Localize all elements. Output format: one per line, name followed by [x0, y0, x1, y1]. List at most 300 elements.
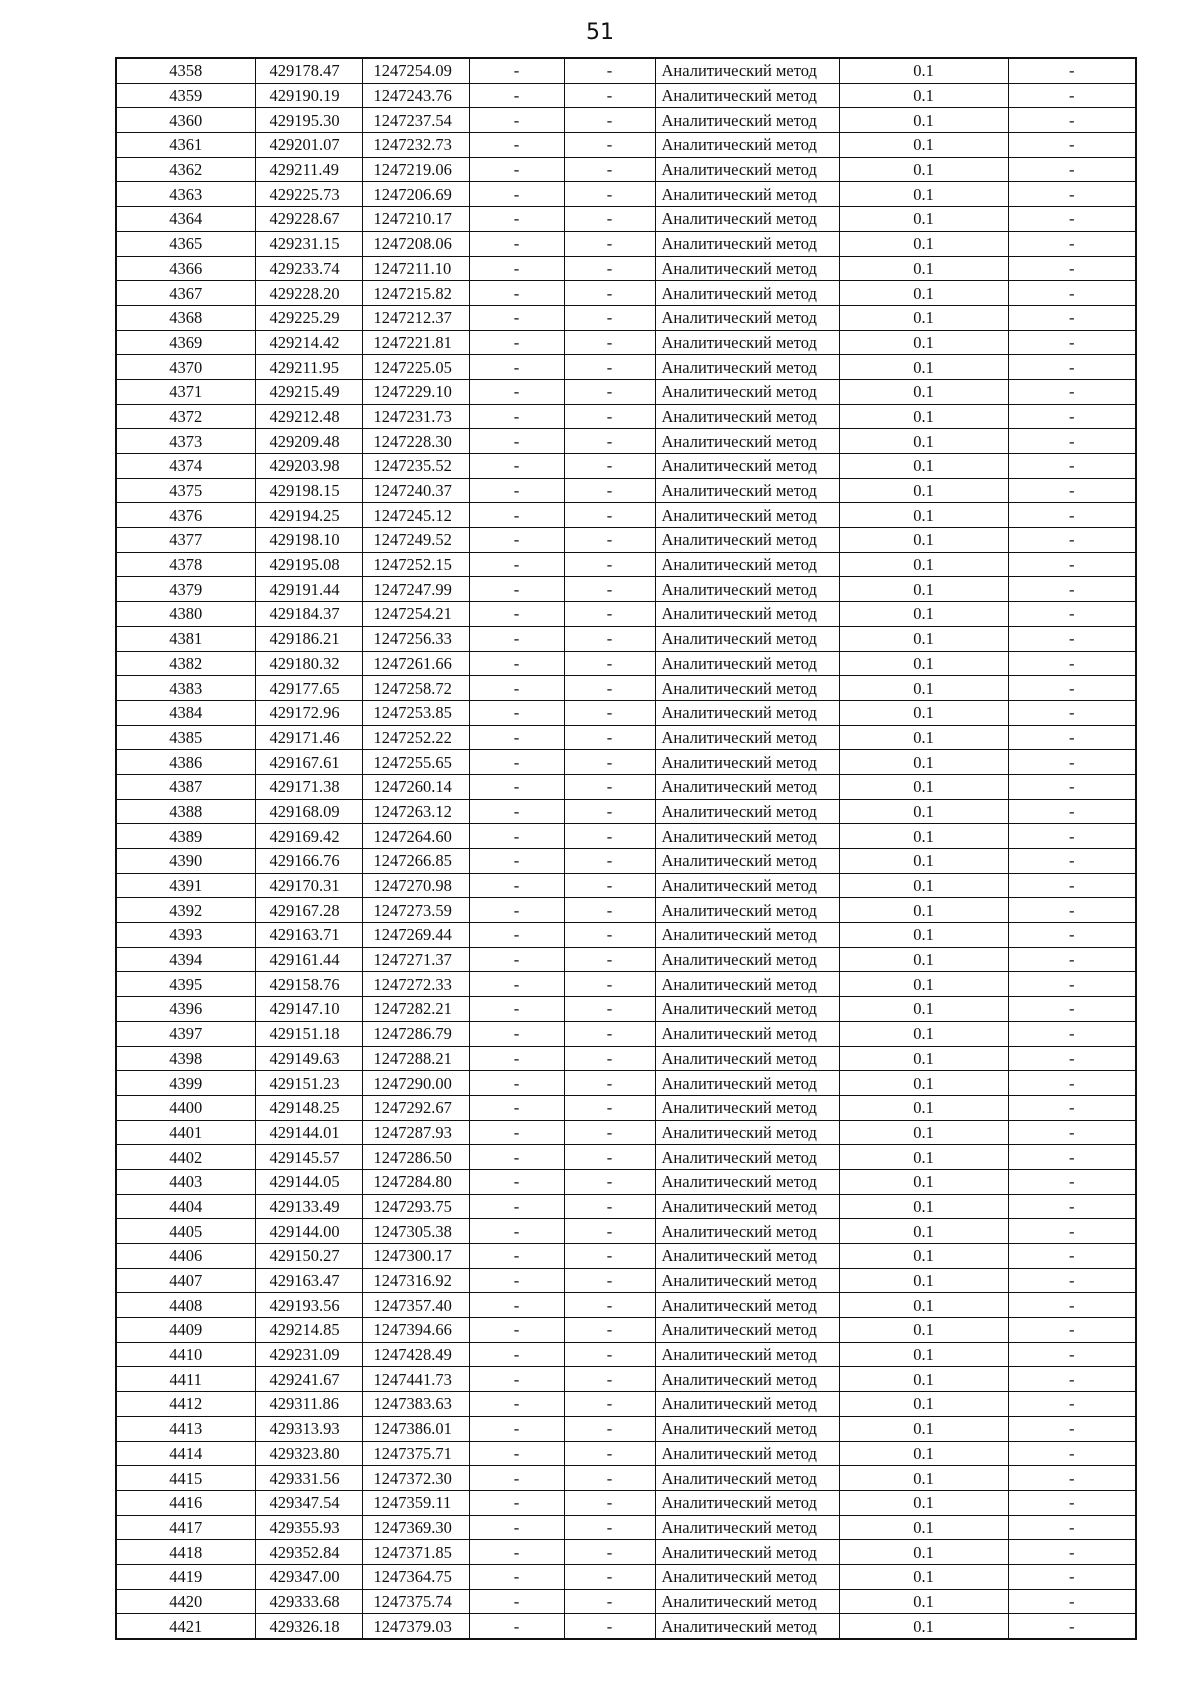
empty-value-cell: -	[1008, 1120, 1136, 1145]
method-cell: Аналитический метод	[655, 1342, 839, 1367]
precision-cell: 0.1	[839, 898, 1008, 923]
x-coordinate-cell: 429231.15	[255, 231, 362, 256]
empty-value-cell: -	[564, 1145, 655, 1170]
empty-value-cell: -	[564, 552, 655, 577]
precision-cell: 0.1	[839, 1392, 1008, 1417]
point-number-cell: 4366	[116, 256, 255, 281]
table-row	[116, 454, 1136, 479]
empty-value-cell: -	[469, 305, 564, 330]
empty-value-cell: -	[1008, 972, 1136, 997]
y-coordinate-cell: 1247215.82	[362, 281, 469, 306]
method-cell: Аналитический метод	[655, 1540, 839, 1565]
empty-value-cell: -	[1008, 1244, 1136, 1269]
empty-value-cell: -	[469, 1318, 564, 1343]
y-coordinate-cell: 1247284.80	[362, 1169, 469, 1194]
empty-value-cell: -	[564, 873, 655, 898]
point-number-cell: 4398	[116, 1046, 255, 1071]
empty-value-cell: -	[469, 108, 564, 133]
point-number-cell: 4396	[116, 997, 255, 1022]
method-cell: Аналитический метод	[655, 700, 839, 725]
table-row	[116, 602, 1136, 627]
y-coordinate-cell: 1247287.93	[362, 1120, 469, 1145]
precision-cell: 0.1	[839, 379, 1008, 404]
precision-cell: 0.1	[839, 231, 1008, 256]
method-cell: Аналитический метод	[655, 231, 839, 256]
empty-value-cell: -	[564, 58, 655, 83]
x-coordinate-cell: 429168.09	[255, 799, 362, 824]
method-cell: Аналитический метод	[655, 1490, 839, 1515]
empty-value-cell: -	[1008, 1466, 1136, 1491]
table-row	[116, 429, 1136, 454]
precision-cell: 0.1	[839, 602, 1008, 627]
empty-value-cell: -	[564, 676, 655, 701]
empty-value-cell: -	[1008, 774, 1136, 799]
table-row	[116, 750, 1136, 775]
x-coordinate-cell: 429215.49	[255, 379, 362, 404]
table-row	[116, 207, 1136, 232]
y-coordinate-cell: 1247375.74	[362, 1589, 469, 1614]
table-row	[116, 898, 1136, 923]
precision-cell: 0.1	[839, 750, 1008, 775]
x-coordinate-cell: 429198.15	[255, 478, 362, 503]
point-number-cell: 4387	[116, 774, 255, 799]
y-coordinate-cell: 1247235.52	[362, 454, 469, 479]
x-coordinate-cell: 429163.47	[255, 1268, 362, 1293]
y-coordinate-cell: 1247219.06	[362, 157, 469, 182]
point-number-cell: 4383	[116, 676, 255, 701]
point-number-cell: 4404	[116, 1194, 255, 1219]
empty-value-cell: -	[469, 1614, 564, 1639]
precision-cell: 0.1	[839, 528, 1008, 553]
x-coordinate-cell: 429145.57	[255, 1145, 362, 1170]
y-coordinate-cell: 1247254.21	[362, 602, 469, 627]
y-coordinate-cell: 1247359.11	[362, 1490, 469, 1515]
method-cell: Аналитический метод	[655, 355, 839, 380]
y-coordinate-cell: 1247273.59	[362, 898, 469, 923]
table-row	[116, 1589, 1136, 1614]
method-cell: Аналитический метод	[655, 774, 839, 799]
empty-value-cell: -	[1008, 725, 1136, 750]
empty-value-cell: -	[564, 1564, 655, 1589]
method-cell: Аналитический метод	[655, 676, 839, 701]
method-cell: Аналитический метод	[655, 108, 839, 133]
precision-cell: 0.1	[839, 83, 1008, 108]
empty-value-cell: -	[1008, 58, 1136, 83]
x-coordinate-cell: 429151.23	[255, 1071, 362, 1096]
empty-value-cell: -	[1008, 404, 1136, 429]
empty-value-cell: -	[564, 923, 655, 948]
x-coordinate-cell: 429225.29	[255, 305, 362, 330]
empty-value-cell: -	[469, 651, 564, 676]
x-coordinate-cell: 429171.46	[255, 725, 362, 750]
empty-value-cell: -	[1008, 947, 1136, 972]
table-row	[116, 972, 1136, 997]
empty-value-cell: -	[469, 1293, 564, 1318]
precision-cell: 0.1	[839, 676, 1008, 701]
table-row	[116, 157, 1136, 182]
y-coordinate-cell: 1247231.73	[362, 404, 469, 429]
table-row	[116, 700, 1136, 725]
empty-value-cell: -	[1008, 1145, 1136, 1170]
point-number-cell: 4358	[116, 58, 255, 83]
precision-cell: 0.1	[839, 1293, 1008, 1318]
method-cell: Аналитический метод	[655, 528, 839, 553]
precision-cell: 0.1	[839, 651, 1008, 676]
table-row	[116, 1466, 1136, 1491]
empty-value-cell: -	[469, 1071, 564, 1096]
method-cell: Аналитический метод	[655, 454, 839, 479]
precision-cell: 0.1	[839, 725, 1008, 750]
method-cell: Аналитический метод	[655, 207, 839, 232]
precision-cell: 0.1	[839, 1342, 1008, 1367]
coordinates-table	[115, 57, 1137, 1640]
precision-cell: 0.1	[839, 1219, 1008, 1244]
precision-cell: 0.1	[839, 700, 1008, 725]
precision-cell: 0.1	[839, 972, 1008, 997]
empty-value-cell: -	[469, 1589, 564, 1614]
y-coordinate-cell: 1247293.75	[362, 1194, 469, 1219]
empty-value-cell: -	[564, 1194, 655, 1219]
table-row	[116, 1392, 1136, 1417]
empty-value-cell: -	[469, 281, 564, 306]
table-row	[116, 626, 1136, 651]
y-coordinate-cell: 1247252.15	[362, 552, 469, 577]
x-coordinate-cell: 429191.44	[255, 577, 362, 602]
empty-value-cell: -	[1008, 182, 1136, 207]
method-cell: Аналитический метод	[655, 750, 839, 775]
method-cell: Аналитический метод	[655, 1071, 839, 1096]
table-row	[116, 1540, 1136, 1565]
precision-cell: 0.1	[839, 1441, 1008, 1466]
y-coordinate-cell: 1247263.12	[362, 799, 469, 824]
x-coordinate-cell: 429347.00	[255, 1564, 362, 1589]
empty-value-cell: -	[1008, 1540, 1136, 1565]
table-row	[116, 873, 1136, 898]
precision-cell: 0.1	[839, 824, 1008, 849]
empty-value-cell: -	[1008, 108, 1136, 133]
x-coordinate-cell: 429233.74	[255, 256, 362, 281]
point-number-cell: 4367	[116, 281, 255, 306]
empty-value-cell: -	[1008, 1268, 1136, 1293]
empty-value-cell: -	[564, 1120, 655, 1145]
precision-cell: 0.1	[839, 873, 1008, 898]
table-row	[116, 947, 1136, 972]
x-coordinate-cell: 429193.56	[255, 1293, 362, 1318]
empty-value-cell: -	[469, 330, 564, 355]
x-coordinate-cell: 429211.95	[255, 355, 362, 380]
empty-value-cell: -	[469, 1244, 564, 1269]
method-cell: Аналитический метод	[655, 1244, 839, 1269]
point-number-cell: 4390	[116, 849, 255, 874]
y-coordinate-cell: 1247252.22	[362, 725, 469, 750]
table-row	[116, 997, 1136, 1022]
empty-value-cell: -	[469, 1441, 564, 1466]
precision-cell: 0.1	[839, 503, 1008, 528]
x-coordinate-cell: 429170.31	[255, 873, 362, 898]
method-cell: Аналитический метод	[655, 1293, 839, 1318]
method-cell: Аналитический метод	[655, 1466, 839, 1491]
empty-value-cell: -	[469, 700, 564, 725]
x-coordinate-cell: 429201.07	[255, 133, 362, 158]
point-number-cell: 4421	[116, 1614, 255, 1639]
empty-value-cell: -	[1008, 898, 1136, 923]
method-cell: Аналитический метод	[655, 947, 839, 972]
empty-value-cell: -	[1008, 1318, 1136, 1343]
precision-cell: 0.1	[839, 923, 1008, 948]
empty-value-cell: -	[1008, 1194, 1136, 1219]
point-number-cell: 4395	[116, 972, 255, 997]
point-number-cell: 4392	[116, 898, 255, 923]
y-coordinate-cell: 1247255.65	[362, 750, 469, 775]
empty-value-cell: -	[469, 1219, 564, 1244]
x-coordinate-cell: 429178.47	[255, 58, 362, 83]
x-coordinate-cell: 429167.28	[255, 898, 362, 923]
empty-value-cell: -	[1008, 1095, 1136, 1120]
method-cell: Аналитический метод	[655, 799, 839, 824]
empty-value-cell: -	[469, 454, 564, 479]
x-coordinate-cell: 429144.00	[255, 1219, 362, 1244]
empty-value-cell: -	[564, 157, 655, 182]
point-number-cell: 4364	[116, 207, 255, 232]
table-row	[116, 1071, 1136, 1096]
point-number-cell: 4405	[116, 1219, 255, 1244]
empty-value-cell: -	[1008, 923, 1136, 948]
empty-value-cell: -	[1008, 602, 1136, 627]
method-cell: Аналитический метод	[655, 404, 839, 429]
x-coordinate-cell: 429323.80	[255, 1441, 362, 1466]
empty-value-cell: -	[564, 849, 655, 874]
empty-value-cell: -	[1008, 355, 1136, 380]
y-coordinate-cell: 1247254.09	[362, 58, 469, 83]
precision-cell: 0.1	[839, 1318, 1008, 1343]
precision-cell: 0.1	[839, 207, 1008, 232]
y-coordinate-cell: 1247249.52	[362, 528, 469, 553]
empty-value-cell: -	[469, 1490, 564, 1515]
table-row	[116, 1095, 1136, 1120]
empty-value-cell: -	[564, 1268, 655, 1293]
point-number-cell: 4413	[116, 1416, 255, 1441]
y-coordinate-cell: 1247372.30	[362, 1466, 469, 1491]
table-row	[116, 1021, 1136, 1046]
method-cell: Аналитический метод	[655, 281, 839, 306]
table-row	[116, 1268, 1136, 1293]
empty-value-cell: -	[469, 58, 564, 83]
empty-value-cell: -	[469, 1194, 564, 1219]
table-row	[116, 256, 1136, 281]
y-coordinate-cell: 1247305.38	[362, 1219, 469, 1244]
x-coordinate-cell: 429172.96	[255, 700, 362, 725]
point-number-cell: 4415	[116, 1466, 255, 1491]
empty-value-cell: -	[1008, 305, 1136, 330]
empty-value-cell: -	[469, 256, 564, 281]
empty-value-cell: -	[564, 281, 655, 306]
method-cell: Аналитический метод	[655, 1416, 839, 1441]
table-row	[116, 503, 1136, 528]
empty-value-cell: -	[1008, 281, 1136, 306]
y-coordinate-cell: 1247375.71	[362, 1441, 469, 1466]
empty-value-cell: -	[1008, 1416, 1136, 1441]
precision-cell: 0.1	[839, 1268, 1008, 1293]
point-number-cell: 4418	[116, 1540, 255, 1565]
point-number-cell: 4410	[116, 1342, 255, 1367]
point-number-cell: 4399	[116, 1071, 255, 1096]
precision-cell: 0.1	[839, 799, 1008, 824]
point-number-cell: 4403	[116, 1169, 255, 1194]
empty-value-cell: -	[469, 478, 564, 503]
empty-value-cell: -	[1008, 207, 1136, 232]
x-coordinate-cell: 429198.10	[255, 528, 362, 553]
point-number-cell: 4420	[116, 1589, 255, 1614]
method-cell: Аналитический метод	[655, 1515, 839, 1540]
empty-value-cell: -	[1008, 256, 1136, 281]
point-number-cell: 4377	[116, 528, 255, 553]
precision-cell: 0.1	[839, 1021, 1008, 1046]
point-number-cell: 4378	[116, 552, 255, 577]
method-cell: Аналитический метод	[655, 182, 839, 207]
x-coordinate-cell: 429311.86	[255, 1392, 362, 1417]
point-number-cell: 4374	[116, 454, 255, 479]
empty-value-cell: -	[1008, 626, 1136, 651]
table-row	[116, 478, 1136, 503]
table-row	[116, 651, 1136, 676]
table-row	[116, 355, 1136, 380]
method-cell: Аналитический метод	[655, 83, 839, 108]
empty-value-cell: -	[469, 898, 564, 923]
empty-value-cell: -	[1008, 1367, 1136, 1392]
table-row	[116, 577, 1136, 602]
empty-value-cell: -	[564, 725, 655, 750]
empty-value-cell: -	[564, 478, 655, 503]
precision-cell: 0.1	[839, 1416, 1008, 1441]
x-coordinate-cell: 429355.93	[255, 1515, 362, 1540]
x-coordinate-cell: 429352.84	[255, 1540, 362, 1565]
y-coordinate-cell: 1247369.30	[362, 1515, 469, 1540]
empty-value-cell: -	[469, 429, 564, 454]
method-cell: Аналитический метод	[655, 923, 839, 948]
method-cell: Аналитический метод	[655, 873, 839, 898]
empty-value-cell: -	[469, 528, 564, 553]
point-number-cell: 4397	[116, 1021, 255, 1046]
precision-cell: 0.1	[839, 429, 1008, 454]
y-coordinate-cell: 1247282.21	[362, 997, 469, 1022]
empty-value-cell: -	[564, 108, 655, 133]
y-coordinate-cell: 1247292.67	[362, 1095, 469, 1120]
coordinates-table-body	[116, 58, 1136, 1639]
empty-value-cell: -	[469, 1120, 564, 1145]
x-coordinate-cell: 429203.98	[255, 454, 362, 479]
y-coordinate-cell: 1247316.92	[362, 1268, 469, 1293]
x-coordinate-cell: 429347.54	[255, 1490, 362, 1515]
empty-value-cell: -	[469, 602, 564, 627]
y-coordinate-cell: 1247261.66	[362, 651, 469, 676]
empty-value-cell: -	[564, 355, 655, 380]
method-cell: Аналитический метод	[655, 651, 839, 676]
method-cell: Аналитический метод	[655, 1145, 839, 1170]
empty-value-cell: -	[564, 454, 655, 479]
empty-value-cell: -	[469, 750, 564, 775]
precision-cell: 0.1	[839, 133, 1008, 158]
y-coordinate-cell: 1247212.37	[362, 305, 469, 330]
table-row	[116, 923, 1136, 948]
empty-value-cell: -	[564, 404, 655, 429]
empty-value-cell: -	[469, 626, 564, 651]
table-row	[116, 1046, 1136, 1071]
y-coordinate-cell: 1247260.14	[362, 774, 469, 799]
y-coordinate-cell: 1247228.30	[362, 429, 469, 454]
x-coordinate-cell: 429167.61	[255, 750, 362, 775]
method-cell: Аналитический метод	[655, 1268, 839, 1293]
y-coordinate-cell: 1247386.01	[362, 1416, 469, 1441]
precision-cell: 0.1	[839, 404, 1008, 429]
method-cell: Аналитический метод	[655, 898, 839, 923]
point-number-cell: 4406	[116, 1244, 255, 1269]
empty-value-cell: -	[1008, 651, 1136, 676]
method-cell: Аналитический метод	[655, 1095, 839, 1120]
empty-value-cell: -	[1008, 503, 1136, 528]
empty-value-cell: -	[1008, 83, 1136, 108]
point-number-cell: 4391	[116, 873, 255, 898]
x-coordinate-cell: 429151.18	[255, 1021, 362, 1046]
empty-value-cell: -	[469, 997, 564, 1022]
table-row	[116, 849, 1136, 874]
point-number-cell: 4401	[116, 1120, 255, 1145]
x-coordinate-cell: 429171.38	[255, 774, 362, 799]
empty-value-cell: -	[1008, 750, 1136, 775]
y-coordinate-cell: 1247247.99	[362, 577, 469, 602]
x-coordinate-cell: 429166.76	[255, 849, 362, 874]
x-coordinate-cell: 429184.37	[255, 602, 362, 627]
empty-value-cell: -	[564, 330, 655, 355]
y-coordinate-cell: 1247243.76	[362, 83, 469, 108]
y-coordinate-cell: 1247357.40	[362, 1293, 469, 1318]
empty-value-cell: -	[1008, 528, 1136, 553]
empty-value-cell: -	[564, 429, 655, 454]
empty-value-cell: -	[1008, 1490, 1136, 1515]
empty-value-cell: -	[564, 182, 655, 207]
method-cell: Аналитический метод	[655, 1441, 839, 1466]
precision-cell: 0.1	[839, 108, 1008, 133]
method-cell: Аналитический метод	[655, 1589, 839, 1614]
y-coordinate-cell: 1247232.73	[362, 133, 469, 158]
table-row	[116, 108, 1136, 133]
method-cell: Аналитический метод	[655, 577, 839, 602]
point-number-cell: 4419	[116, 1564, 255, 1589]
y-coordinate-cell: 1247221.81	[362, 330, 469, 355]
empty-value-cell: -	[564, 503, 655, 528]
precision-cell: 0.1	[839, 577, 1008, 602]
empty-value-cell: -	[469, 923, 564, 948]
precision-cell: 0.1	[839, 1194, 1008, 1219]
precision-cell: 0.1	[839, 1564, 1008, 1589]
x-coordinate-cell: 429169.42	[255, 824, 362, 849]
empty-value-cell: -	[564, 83, 655, 108]
y-coordinate-cell: 1247269.44	[362, 923, 469, 948]
point-number-cell: 4393	[116, 923, 255, 948]
empty-value-cell: -	[564, 972, 655, 997]
point-number-cell: 4359	[116, 83, 255, 108]
method-cell: Аналитический метод	[655, 552, 839, 577]
table-row	[116, 404, 1136, 429]
method-cell: Аналитический метод	[655, 1169, 839, 1194]
empty-value-cell: -	[564, 528, 655, 553]
empty-value-cell: -	[564, 824, 655, 849]
empty-value-cell: -	[1008, 1169, 1136, 1194]
method-cell: Аналитический метод	[655, 626, 839, 651]
point-number-cell: 4412	[116, 1392, 255, 1417]
method-cell: Аналитический метод	[655, 1194, 839, 1219]
empty-value-cell: -	[564, 133, 655, 158]
table-row	[116, 1244, 1136, 1269]
